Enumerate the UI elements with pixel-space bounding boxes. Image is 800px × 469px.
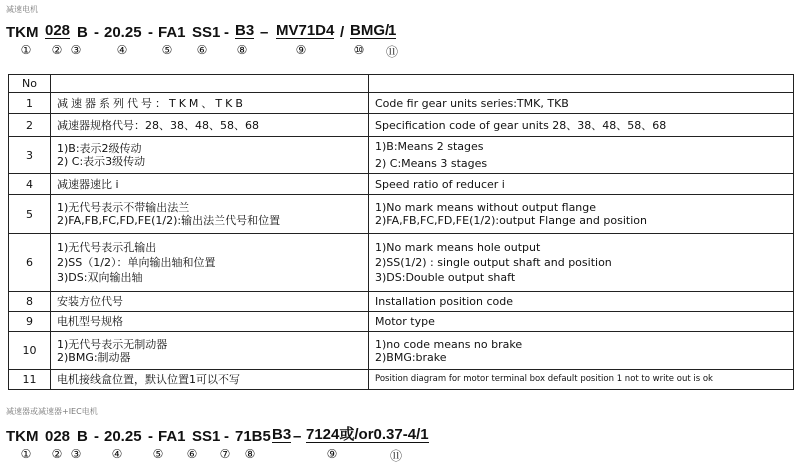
marker: ⑥ — [186, 447, 198, 461]
code-terminal: 1 — [388, 22, 397, 39]
code-dash: - — [94, 24, 99, 41]
row-en — [369, 93, 794, 114]
table-row — [9, 370, 794, 390]
marker: ① — [20, 447, 32, 461]
row-en — [369, 332, 794, 370]
code-shaft: SS1 — [192, 24, 221, 41]
spec-table — [8, 74, 794, 390]
header-en — [369, 75, 794, 93]
row-no: 3 — [9, 137, 51, 174]
code-flange: FA1 — [158, 24, 186, 41]
row-en-line: 1)No mark means hole output — [375, 241, 541, 254]
table-row — [9, 234, 794, 292]
row-zh-line: 2) C:表示3级传动 — [57, 155, 146, 168]
row-en-line: 3)DS:Double output shaft — [375, 271, 516, 284]
code-size: 028 — [45, 428, 71, 445]
row-no: 1 — [9, 93, 51, 114]
row-en-line: Motor type — [375, 315, 435, 328]
marker: ⑪ — [385, 45, 398, 59]
row-no: 8 — [9, 292, 51, 312]
row-en-line: Installation position code — [375, 295, 514, 308]
row-en — [369, 370, 794, 390]
row-zh-line: 安装方位代号 — [57, 295, 123, 308]
row-zh — [51, 292, 369, 312]
marker: ③ — [70, 447, 82, 461]
code-dash: - — [148, 24, 153, 41]
code-motor: 7124或/or0.37-4/1 — [306, 426, 429, 443]
row-no: 11 — [9, 370, 51, 390]
row-en-line: 2) C:Means 3 stages — [375, 157, 488, 170]
row-zh-line: 3)DS:双向输出轴 — [57, 271, 143, 284]
code-brake: BMG/ — [350, 22, 390, 39]
code-stage: B — [77, 24, 88, 41]
code-iec-flange: 71B5 — [235, 428, 271, 445]
table-row — [9, 137, 794, 174]
code-ratio: 20.25 — [104, 24, 142, 41]
row-en — [369, 174, 794, 195]
row-zh — [51, 312, 369, 332]
row-zh — [51, 93, 369, 114]
row-en — [369, 195, 794, 234]
table-header-row — [9, 75, 794, 93]
table-row — [9, 195, 794, 234]
marker: ③ — [70, 43, 82, 57]
marker: ⑧ — [236, 43, 248, 57]
row-zh-line: 1)B:表示2级传动 — [57, 142, 142, 155]
row-en-line: 2)SS(1/2) : single output shaft and position — [375, 256, 612, 269]
code-size: 028 — [45, 22, 71, 39]
row-no: 6 — [9, 234, 51, 292]
row-zh — [51, 370, 369, 390]
table-row — [9, 93, 794, 114]
code-dash: – — [293, 428, 302, 445]
marker: ⑨ — [295, 43, 307, 57]
table-row — [9, 174, 794, 195]
marker: ② — [51, 43, 63, 57]
code-series: TKM — [6, 24, 39, 41]
row-en — [369, 137, 794, 174]
marker: ④ — [111, 447, 123, 461]
row-en — [369, 114, 794, 137]
row-no: 5 — [9, 195, 51, 234]
code-motor: MV71D4 — [276, 22, 335, 39]
code-slash: / — [340, 24, 345, 41]
code-dash: - — [94, 428, 99, 445]
marker: ⑧ — [244, 447, 256, 461]
caption-reducer-iec: 减速器或减速器+IEC电机 — [6, 407, 98, 416]
row-en-line: 2)BMG:brake — [375, 350, 447, 364]
marker: ⑪ — [389, 449, 402, 463]
code-series: TKM — [6, 428, 39, 445]
row-en-line: 1)no code means no brake — [375, 337, 523, 351]
row-en — [369, 234, 794, 292]
table-row — [9, 292, 794, 312]
row-zh-line: 电机型号规格 — [57, 315, 123, 328]
code-dash: - — [148, 428, 153, 445]
table-row — [9, 114, 794, 137]
header-no: No — [9, 75, 51, 93]
marker: ⑤ — [161, 43, 173, 57]
code-ratio: 20.25 — [104, 428, 142, 445]
marker: ① — [20, 43, 32, 57]
marker: ⑦ — [219, 447, 231, 461]
row-en — [369, 312, 794, 332]
row-zh — [51, 174, 369, 195]
code-dash: – — [260, 24, 269, 41]
code-stage: B — [77, 428, 88, 445]
header-zh — [51, 75, 369, 93]
row-no: 2 — [9, 114, 51, 137]
code-dash: - — [224, 428, 229, 445]
row-en-line: Position diagram for motor terminal box default position 1 not to write out is ok — [375, 374, 713, 384]
row-en — [369, 292, 794, 312]
row-en-line: 1)No mark means without output flange — [375, 201, 597, 214]
marker: ⑤ — [152, 447, 164, 461]
row-en-line: 1)B:Means 2 stages — [375, 140, 484, 153]
row-en-line: 2)FA,FB,FC,FD,FE(1/2):output Flange and position — [375, 214, 647, 227]
table-row — [9, 332, 794, 370]
row-zh — [51, 234, 369, 292]
code-mounting: B3 — [272, 426, 292, 443]
row-zh — [51, 195, 369, 234]
marker: ⑩ — [353, 43, 365, 57]
marker: ④ — [116, 43, 128, 57]
row-zh-line: 电机接线盒位置，默认位置1可以不写 — [57, 373, 240, 386]
marker: ⑨ — [326, 447, 338, 461]
code-mounting: B3 — [235, 22, 255, 39]
row-zh-line: 2)SS（1/2）：单向输出轴和位置 — [57, 256, 216, 269]
table-row — [9, 312, 794, 332]
row-zh-line: 2)BMG:制动器 — [57, 350, 131, 364]
marker: ② — [51, 447, 63, 461]
row-zh-line: 1)无代号表示不带输出法兰 — [57, 201, 190, 214]
code-flange: FA1 — [158, 428, 186, 445]
code-dash: - — [224, 24, 229, 41]
row-zh — [51, 332, 369, 370]
row-zh-line: 1)无代号表示无制动器 — [57, 337, 168, 351]
row-no: 10 — [9, 332, 51, 370]
row-zh — [51, 137, 369, 174]
row-no: 4 — [9, 174, 51, 195]
row-en-line: Specification code of gear units 28、38、48、58、68 — [375, 118, 667, 132]
row-zh — [51, 114, 369, 137]
row-en-line: Code fir gear units series:TMK, TKB — [375, 96, 569, 110]
row-zh-line: 减速器系列代号：TKM、TKB — [57, 96, 246, 110]
row-zh-line: 减速器速比 i — [57, 177, 119, 191]
caption-geared-motor: 减速电机 — [6, 5, 38, 14]
row-zh-line: 1)无代号表示孔输出 — [57, 241, 157, 254]
row-zh-line: 2)FA,FB,FC,FD,FE(1/2):输出法兰代号和位置 — [57, 214, 281, 227]
row-en-line: Speed ratio of reducer i — [375, 177, 505, 191]
code-shaft: SS1 — [192, 428, 221, 445]
row-zh-line: 减速器规格代号：28、38、48、58、68 — [57, 118, 259, 132]
row-no: 9 — [9, 312, 51, 332]
marker: ⑥ — [196, 43, 208, 57]
